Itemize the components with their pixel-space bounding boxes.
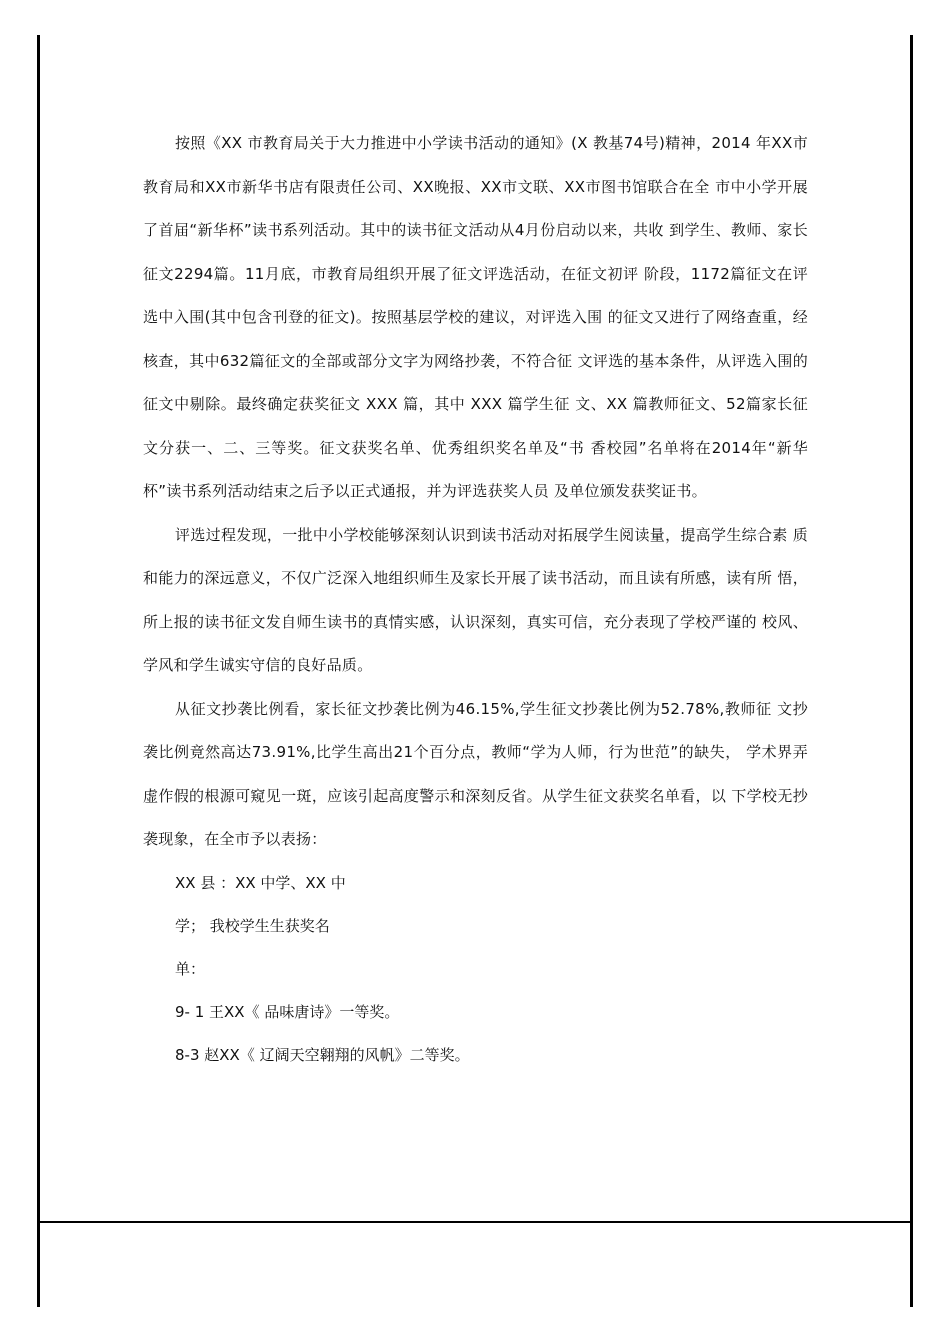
list-item: XX 县 ：XX 中学、XX 中	[175, 873, 346, 892]
page-border-right	[910, 35, 913, 1307]
list-item: 学； 我校学生生获奖名	[175, 916, 330, 935]
page-border-bottom	[37, 1221, 913, 1223]
list-item: 9- 1 王XX《 品味唐诗》一等奖。	[175, 1002, 400, 1021]
list-item: 单：	[175, 959, 206, 978]
document-body	[143, 122, 808, 1077]
paragraph-plagiarism: 从征文抄袭比例看，家长征文抄袭比例为46.15%,学生征文抄袭比例为52.78%,教师征 文抄袭比例竟然高达73.91%,比学生高出21个百分点，教师“学为人师，行为世范”的缺失， 学术界弄虚作假的根源可窥见一斑，应该引起高度警示和深刻反省。从学生征文获奖名单看，以 下学校无抄袭现象，在全市予以表扬：	[143, 699, 808, 848]
paragraph-intro: 按照《XX 市教育局关于大力推进中小学读书活动的通知》(X 教基74号)精神，2014 年XX市教育局和XX市新华书店有限责任公司、XX晚报、XX市文联、XX市图书馆联合在全 市中小学开展了首届“新华杯”读书系列活动。其中的读书征文活动从4月份启动以来，共收 到学生、教师、家长征文2294篇。11月底，市教育局组织开展了征文评选活动，在征文初评 阶段，1172篇征文在评选中入围(其中包含刊登的征文)。按照基层学校的建议，对评选入围 的征文又进行了网络查重，经核查，其中632篇征文的全部或部分文字为网络抄袭，不符合征 文评选的基本条件，从评选入围的征文中剔除。最终确定获奖征文 XXX 篇，其中 XXX 篇学生征 文、XX 篇教师征文、52篇家长征文分获一、二、三等奖。征文获奖名单、优秀组织奖名单及“书 香校园”名单将在2014年“新华杯”读书系列活动结束之后予以正式通报，并为评选获奖人员 及单位颁发获奖证书。	[143, 134, 808, 500]
list-item: 8-3 赵XX《 辽阔天空翱翔的风帆》二等奖。	[175, 1045, 470, 1064]
paragraph-findings: 评选过程发现，一批中小学校能够深刻认识到读书活动对拓展学生阅读量，提高学生综合素 质和能力的深远意义，不仅广泛深入地组织师生及家长开展了读书活动，而且读有所感，读有所 悟，所上报的读书征文发自师生读书的真情实感，认识深刻，真实可信，充分表现了学校严谨的 校风、学风和学生诚实守信的良好品质。	[143, 525, 808, 674]
page-border-left	[37, 35, 40, 1307]
